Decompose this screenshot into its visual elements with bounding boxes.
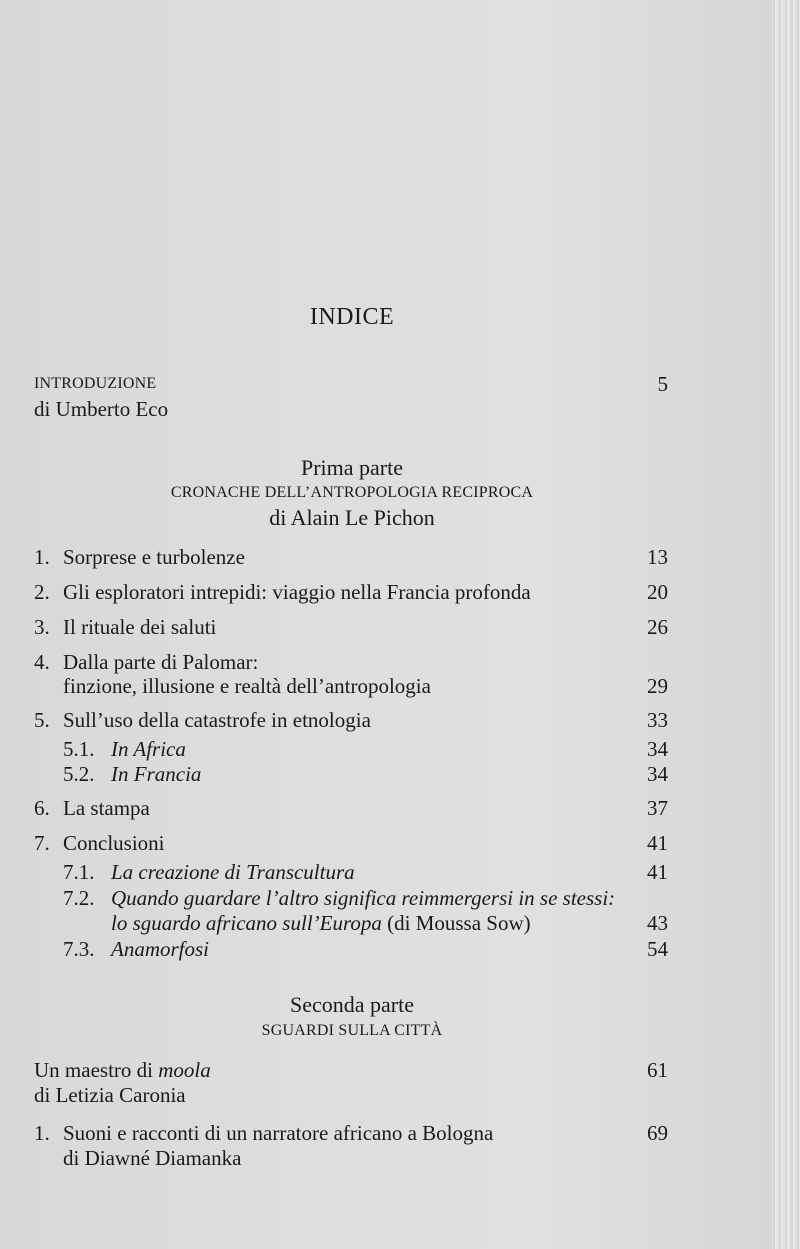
toc-entry-title-cont: finzione, illusione e realtà dell’antropologia — [63, 674, 431, 698]
toc-subentry-title-italic: lo sguardo africano sull’Europa — [111, 911, 382, 935]
toc-subentry-num: 7.1. — [63, 860, 95, 884]
toc-entry-title: Sorprese e turbolenze — [63, 545, 245, 569]
toc-entry-title — [34, 1058, 211, 1083]
toc-subentry-num: 7.2. — [63, 886, 95, 910]
intro-author: di Umberto Eco — [34, 397, 169, 421]
part2-heading: Seconda parte — [290, 992, 414, 1017]
toc-entry-title: Dalla parte di Palomar: — [63, 650, 259, 674]
toc-subentry-title: In Francia — [111, 762, 202, 786]
toc-entry-author: di Letizia Caronia — [34, 1083, 186, 1107]
toc-entry-title: Sull’uso della catastrofe in etnologia — [63, 708, 371, 732]
toc-subentry-page: 34 — [647, 762, 668, 786]
toc-entry-num: 1. — [34, 1121, 50, 1145]
toc-entry-title: Conclusioni — [63, 831, 165, 855]
toc-subentry-title-cont — [111, 911, 531, 936]
part1-subtitle: CRONACHE DELL’ANTROPOLOGIA RECIPROCA — [170, 484, 534, 501]
toc-subentry-num: 5.2. — [63, 762, 95, 786]
toc-entry-page: 29 — [647, 674, 668, 698]
toc-entry-num: 5. — [34, 708, 50, 732]
toc-entry-num: 2. — [34, 580, 50, 604]
toc-entry-page: 20 — [647, 580, 668, 604]
toc-subentry-page: 41 — [647, 860, 668, 884]
intro-page: 5 — [657, 372, 668, 396]
toc-entry-page: 33 — [647, 708, 668, 732]
toc-entry-title-italic: moola — [158, 1058, 211, 1082]
toc-subentry-num: 7.3. — [63, 937, 95, 961]
toc-entry-page: 26 — [647, 615, 668, 639]
toc-subentry-author: (di Moussa Sow) — [381, 911, 531, 935]
toc-entry-title: Suoni e racconti di un narratore africano a Bologna — [63, 1121, 494, 1145]
toc-subentry-title: In Africa — [111, 737, 186, 761]
toc-subentry-page: 43 — [647, 911, 668, 935]
toc-subentry-page: 54 — [647, 937, 668, 961]
toc-subentry-page: 34 — [647, 737, 668, 761]
toc-entry-num: 1. — [34, 545, 50, 569]
part1-author: di Alain Le Pichon — [269, 505, 435, 530]
intro-label: INTRODUZIONE — [34, 375, 157, 392]
toc-subentry-title: La creazione di Transcultura — [111, 860, 355, 884]
toc-subentry-num: 5.1. — [63, 737, 95, 761]
page-title: INDICE — [309, 304, 395, 330]
toc-subentry-title: Quando guardare l’altro significa reimmergersi in se stessi: — [111, 886, 616, 910]
toc-entry-title: La stampa — [63, 796, 150, 820]
page-edges — [772, 0, 800, 1249]
toc-entry-author: di Diawné Diamanka — [63, 1146, 242, 1170]
toc-subentry-title: Anamorfosi — [111, 937, 210, 961]
toc-entry-num: 4. — [34, 650, 50, 674]
toc-entry-page: 41 — [647, 831, 668, 855]
toc-entry-num: 7. — [34, 831, 50, 855]
toc-entry-page: 69 — [647, 1121, 668, 1145]
toc-entry-title-text: Un maestro di — [34, 1058, 159, 1082]
toc-entry-num: 3. — [34, 615, 50, 639]
part2-subtitle: SGUARDI SULLA CITTÀ — [261, 1022, 443, 1039]
toc-entry-title: Gli esploratori intrepidi: viaggio nella Francia profonda — [63, 580, 531, 604]
toc-entry-page: 61 — [647, 1058, 668, 1082]
part1-heading: Prima parte — [300, 455, 404, 480]
toc-entry-title: Il rituale dei saluti — [63, 615, 217, 639]
toc-entry-page: 13 — [647, 545, 668, 569]
toc-entry-num: 6. — [34, 796, 50, 820]
toc-entry-page: 37 — [647, 796, 668, 820]
